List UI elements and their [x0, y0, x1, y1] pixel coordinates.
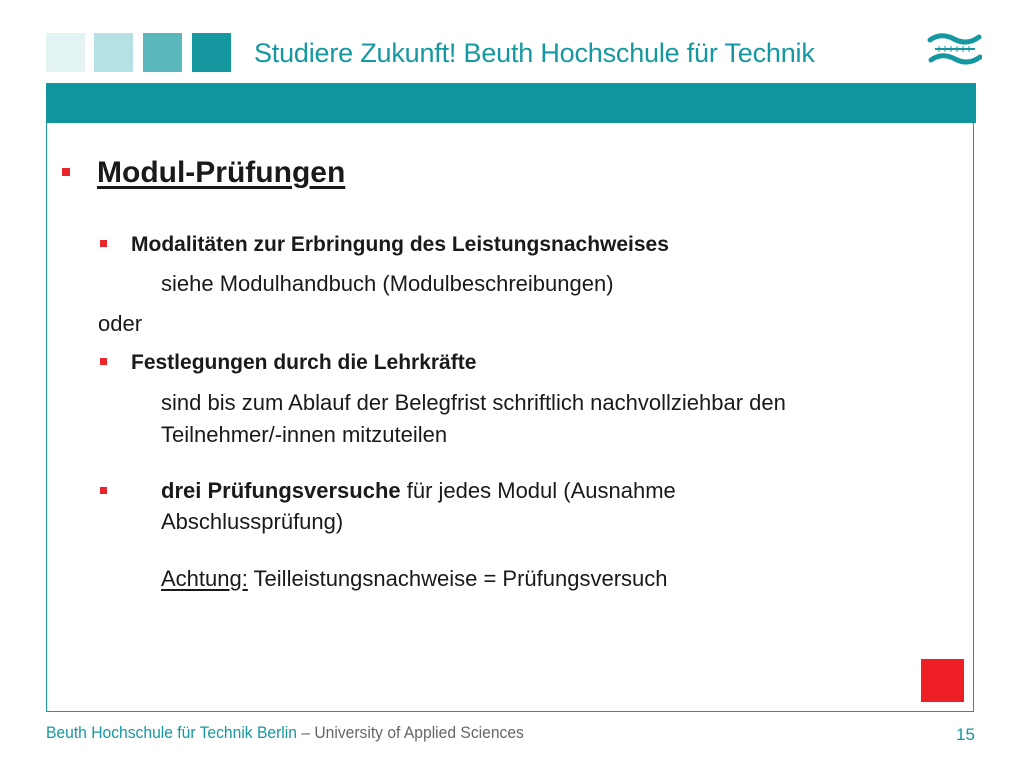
footer-separator: –	[296, 723, 315, 742]
item1-title: Modalitäten zur Erbringung des Leistungsnachweises	[131, 233, 669, 256]
slide-heading: Modul-Prüfungen	[97, 156, 346, 189]
note-label: Achtung:	[161, 566, 248, 591]
header-square-4	[192, 33, 231, 72]
item1-detail: siehe Modulhandbuch (Modulbeschreibungen)	[161, 271, 614, 296]
beuth-logo-icon	[927, 30, 982, 75]
header-square-3	[143, 33, 182, 72]
footer-institution: Beuth Hochschule für Technik Berlin	[46, 723, 297, 742]
bullet-icon	[100, 487, 107, 494]
bullet-icon	[100, 358, 107, 365]
header-square-1	[46, 33, 85, 72]
header-square-2	[94, 33, 133, 72]
note-line	[161, 566, 668, 592]
item2-detail-line2: Teilnehmer/-innen mitzuteilen	[161, 422, 448, 447]
item3-bold: drei Prüfungsversuche	[161, 478, 401, 503]
item2-detail-line1: sind bis zum Ablauf der Belegfrist schriftlich nachvollziehbar den	[161, 390, 786, 415]
item3-line1	[161, 478, 676, 504]
footer-text	[46, 723, 524, 743]
corner-square	[921, 659, 964, 702]
item3-rest: für jedes Modul (Ausnahme	[400, 478, 676, 503]
note-text: Teilleistungsnachweise = Prüfungsversuch	[247, 566, 668, 591]
header-title: Studiere Zukunft! Beuth Hochschule für Technik	[254, 38, 815, 68]
bullet-icon	[100, 240, 107, 247]
item3-line2: Abschlussprüfung)	[161, 509, 344, 534]
bullet-icon	[62, 168, 70, 176]
footer-subtitle: University of Applied Sciences	[314, 723, 524, 742]
page-number: 15	[956, 725, 975, 744]
item2-title: Festlegungen durch die Lehrkräfte	[131, 351, 477, 374]
connector-text: oder	[98, 311, 143, 336]
